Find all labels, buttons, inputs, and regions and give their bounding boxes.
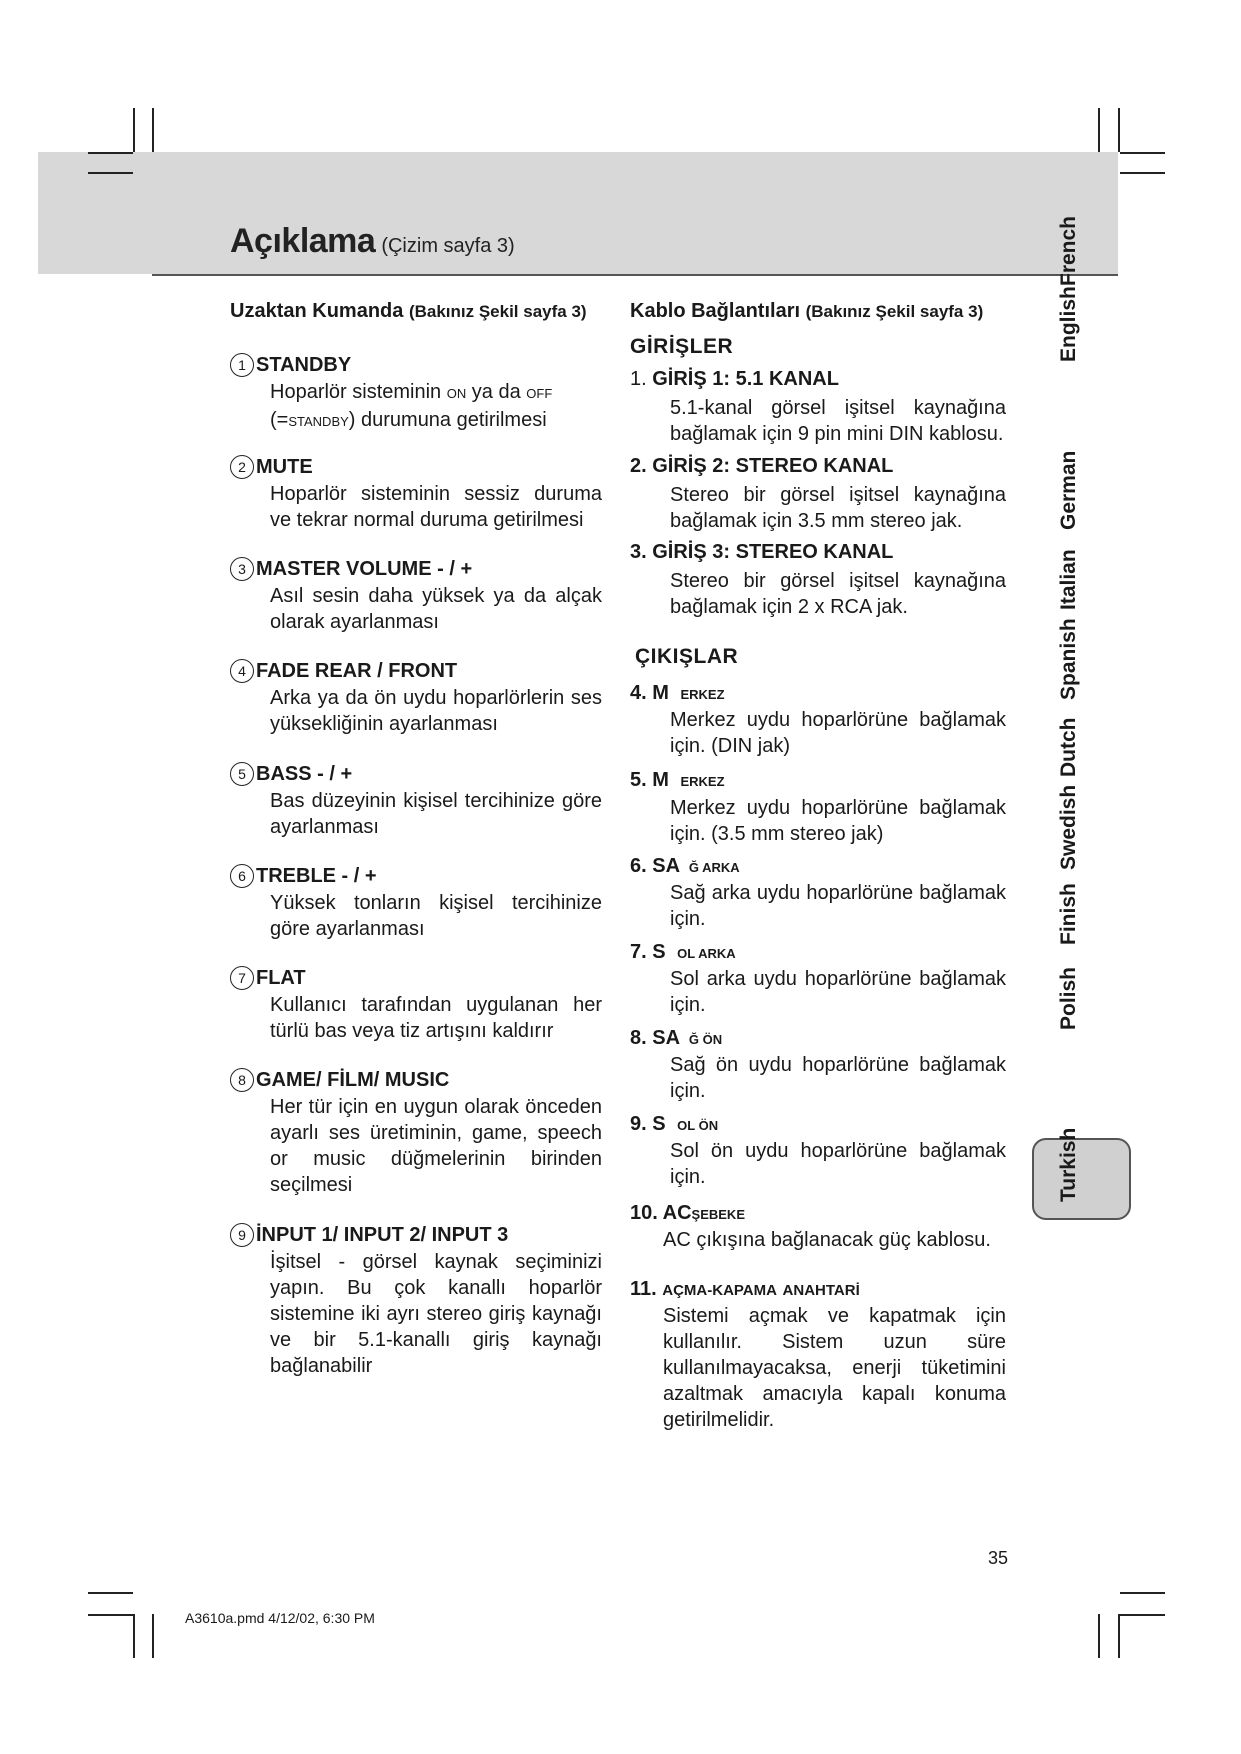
- crop-mark: [1098, 1614, 1100, 1658]
- remote-item-desc: Asıl sesin daha yüksek ya da alçak olarak ayarlanması: [270, 585, 602, 633]
- remote-item-title: 3 MASTER VOLUME - / +: [230, 557, 472, 581]
- connection-item-title: 3. GİRİŞ 3: STEREO KANAL: [630, 541, 894, 563]
- page-title: [230, 222, 515, 261]
- remote-item-title: 7 FLAT: [230, 966, 306, 990]
- page-title-text: Açıklama: [230, 222, 376, 260]
- file-footer: A3610a.pmd 4/12/02, 6:30 PM: [185, 1610, 375, 1626]
- circled-number: 5: [230, 762, 254, 786]
- crop-mark: [1120, 152, 1165, 154]
- remote-item-title: 5 BASS - / +: [230, 762, 352, 786]
- connection-item-title: 10. ACŞEBEKE: [630, 1202, 745, 1224]
- crop-mark: [152, 108, 154, 152]
- remote-item-desc: Arka ya da ön uydu hoparlörlerin ses yüksekliğinin ayarlanması: [270, 687, 602, 735]
- connection-item-title: 1. GİRİŞ 1: 5.1 KANAL: [630, 368, 839, 390]
- remote-item-title: 6 TREBLE - / +: [230, 864, 377, 888]
- page-subtitle: (Çizim sayfa 3): [381, 235, 515, 257]
- connection-item-title: 9. S OL ÖN: [630, 1113, 719, 1135]
- lang-tab-polish[interactable]: Polish: [1057, 966, 1080, 1030]
- connection-item-desc: Merkez uydu hoparlörüne bağlamak için. (3.5 mm stereo jak): [670, 797, 1006, 845]
- circled-number: 2: [230, 455, 254, 479]
- connection-item-title: 5. M ERKEZ: [630, 769, 725, 791]
- lang-tab-turkish[interactable]: Turkish: [1057, 1127, 1080, 1202]
- crop-mark: [88, 152, 133, 154]
- crop-mark: [88, 1614, 133, 1616]
- connection-item-title: 7. S OL ARKA: [630, 941, 736, 963]
- left-heading: Uzaktan Kumanda (Bakınız Şekil sayfa 3): [230, 300, 587, 322]
- remote-item-desc: Bas düzeyinin kişisel tercihinize göre ayarlanması: [270, 790, 602, 838]
- inputs-section-label: GİRİŞLER: [630, 335, 734, 358]
- remote-item-desc: Her tür için en uygun olarak önceden ayarlı ses üretiminin, game, speech or music düğmelerinin birinden seçilmesi: [270, 1096, 602, 1196]
- connection-item-title: 8. SA Ğ ÖN: [630, 1027, 723, 1049]
- connection-item-desc: Sağ ön uydu hoparlörüne bağlamak için.: [670, 1054, 1006, 1102]
- remote-item-desc: Hoparlör sisteminin sessiz duruma ve tekrar normal duruma getirilmesi: [270, 483, 602, 531]
- header-band: [38, 152, 1118, 274]
- crop-mark: [1120, 172, 1165, 174]
- connection-item-desc: Merkez uydu hoparlörüne bağlamak için. (DIN jak): [670, 709, 1006, 757]
- connection-item-desc: Sol ön uydu hoparlörüne bağlamak için.: [670, 1140, 1006, 1188]
- crop-mark: [88, 172, 133, 174]
- crop-mark: [1118, 1614, 1120, 1658]
- header-rule: [152, 274, 1118, 276]
- page-number: 35: [988, 1548, 1009, 1568]
- outputs-section-label: ÇIKIŞLAR: [635, 645, 739, 668]
- right-heading: Kablo Bağlantıları (Bakınız Şekil sayfa 3): [630, 300, 984, 322]
- connection-item-desc: Stereo bir görsel işitsel kaynağına bağlamak için 2 x RCA jak.: [670, 570, 1006, 618]
- connection-item-desc: Sol arka uydu hoparlörüne bağlamak için.: [670, 968, 1006, 1016]
- crop-mark: [152, 1614, 154, 1658]
- active-language-tab[interactable]: [1032, 1138, 1131, 1220]
- remote-item-title: 8 GAME/ FİLM/ MUSIC: [230, 1068, 449, 1092]
- connection-item-title: 4. M ERKEZ: [630, 682, 725, 704]
- connection-item-title: 6. SA Ğ ARKA: [630, 855, 740, 877]
- crop-mark: [1118, 108, 1120, 152]
- lang-tab-italian[interactable]: Italian: [1057, 549, 1080, 610]
- crop-mark: [1120, 1592, 1165, 1594]
- remote-item-title: 9 İNPUT 1/ INPUT 2/ INPUT 3: [230, 1223, 508, 1247]
- connection-item-desc: AC çıkışına bağlanacak güç kablosu.: [663, 1229, 991, 1251]
- circled-number: 7: [230, 966, 254, 990]
- crop-mark: [133, 1614, 135, 1658]
- connection-item-title: 2. GİRİŞ 2: STEREO KANAL: [630, 455, 894, 477]
- connection-item-desc: Sağ arka uydu hoparlörüne bağlamak için.: [670, 882, 1006, 930]
- crop-mark: [1118, 1614, 1165, 1616]
- lang-tab-spanish[interactable]: Spanish: [1057, 618, 1080, 700]
- lang-tab-swedish[interactable]: Swedish: [1057, 784, 1080, 870]
- lang-tab-dutch[interactable]: Dutch: [1057, 717, 1080, 777]
- remote-item-title: 4 FADE REAR / FRONT: [230, 659, 457, 683]
- lang-tab-german[interactable]: German: [1057, 450, 1080, 530]
- lang-tab-french[interactable]: French: [1057, 215, 1080, 286]
- connection-item-desc: Stereo bir görsel işitsel kaynağına bağlamak için 3.5 mm stereo jak.: [670, 484, 1006, 532]
- remote-item-desc: İşitsel - görsel kaynak seçiminizi yapın. Bu çok kanallı hoparlör sistemine iki ayrı stereo giriş kaynağı ve bir 5.1-kanallı giriş kaynağı bağlanabilir: [270, 1251, 602, 1377]
- crop-mark: [88, 1592, 133, 1594]
- crop-mark: [1098, 108, 1100, 152]
- circled-number: 4: [230, 659, 254, 683]
- lang-tab-finish[interactable]: Finish: [1057, 883, 1080, 945]
- remote-item-title: 2 MUTE: [230, 455, 313, 479]
- crop-mark: [133, 108, 135, 152]
- remote-item-desc: Kullanıcı tarafından uygulanan her türlü bas veya tiz artışını kaldırır: [270, 994, 602, 1042]
- circled-number: 9: [230, 1223, 254, 1247]
- connection-item-desc: 5.1-kanal görsel işitsel kaynağına bağlamak için 9 pin mini DIN kablosu.: [670, 397, 1006, 445]
- circled-number: 6: [230, 864, 254, 888]
- remote-item-desc: Hoparlör sisteminin ON ya da OFF (=STANDBY) durumuna getirilmesi: [270, 381, 553, 431]
- connection-item-desc: Sistemi açmak ve kapatmak için kullanılır. Sistem uzun süre kullanılmayacaksa, enerji tüketimini azaltmak amacıyla kapalı konuma getirilmelidir.: [663, 1305, 1006, 1431]
- connection-item-title: 11. AÇMA-KAPAMA ANAHTARİ: [630, 1278, 860, 1300]
- circled-number: 1: [230, 353, 254, 377]
- remote-item-title: 1 STANDBY: [230, 353, 351, 377]
- circled-number: 3: [230, 557, 254, 581]
- remote-item-desc: Yüksek tonların kişisel tercihinize göre ayarlanması: [270, 892, 602, 940]
- circled-number: 8: [230, 1068, 254, 1092]
- lang-tab-english[interactable]: English: [1057, 286, 1080, 362]
